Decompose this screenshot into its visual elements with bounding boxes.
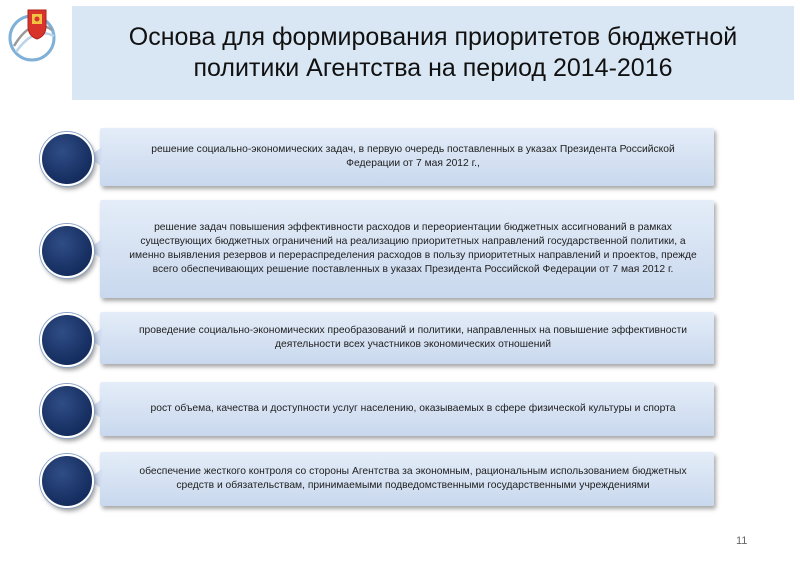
- list-item: [40, 200, 720, 298]
- title-line-1: Основа для формирования приоритетов бюджетной: [128, 23, 738, 51]
- circle-marker-icon: [40, 313, 94, 367]
- coat-of-arms-logo-icon: [6, 6, 60, 64]
- circle-marker-icon: [40, 384, 94, 438]
- item-text: проведение социально-экономических преобразований и политики, направленных на повышение эффективности деятельности всех участников экономических отношений: [138, 325, 688, 350]
- item-bar: [100, 128, 714, 186]
- item-bar: [100, 200, 714, 298]
- item-text: рост объема, качества и доступности услуг населению, оказываемых в сфере физической культуры и спорта: [150, 403, 676, 414]
- logo: [6, 6, 60, 64]
- circle-marker-icon: [40, 132, 94, 186]
- item-bar: [100, 382, 714, 436]
- item-text: решение задач повышения эффективности расходов и переориентации бюджетных ассигнований в рамках существующих бюджетных ограничений на реализацию приоритетных направлений государственной политики, а именно выявления резервов и перераспределения расходов в пользу приоритетных направлений и проектов, прежде всего обеспечивающих решение поставленных в указах Президента Российской Федерации от 7 мая 2012 г.: [129, 222, 697, 275]
- list-item: [40, 382, 720, 436]
- list-item: [40, 312, 720, 364]
- list-item: [40, 452, 720, 506]
- item-text: обеспечение жесткого контроля со стороны Агентства за экономным, рациональным использованием бюджетных средств и обязательствам, принимаемыми подведомственными государственными учреждениями: [139, 466, 687, 491]
- slide-header: [72, 6, 794, 100]
- list-item: [40, 128, 720, 186]
- circle-marker-icon: [40, 454, 94, 508]
- item-bar: [100, 312, 714, 364]
- item-bar: [100, 452, 714, 506]
- title-line-2: политики Агентства на период 2014-2016: [193, 54, 673, 82]
- circle-marker-icon: [40, 224, 94, 278]
- page-number: 11: [736, 535, 748, 547]
- item-text: решение социально-экономических задач, в первую очередь поставленных в указах Президента Российской Федерации от 7 мая 2012 г.,: [151, 144, 675, 169]
